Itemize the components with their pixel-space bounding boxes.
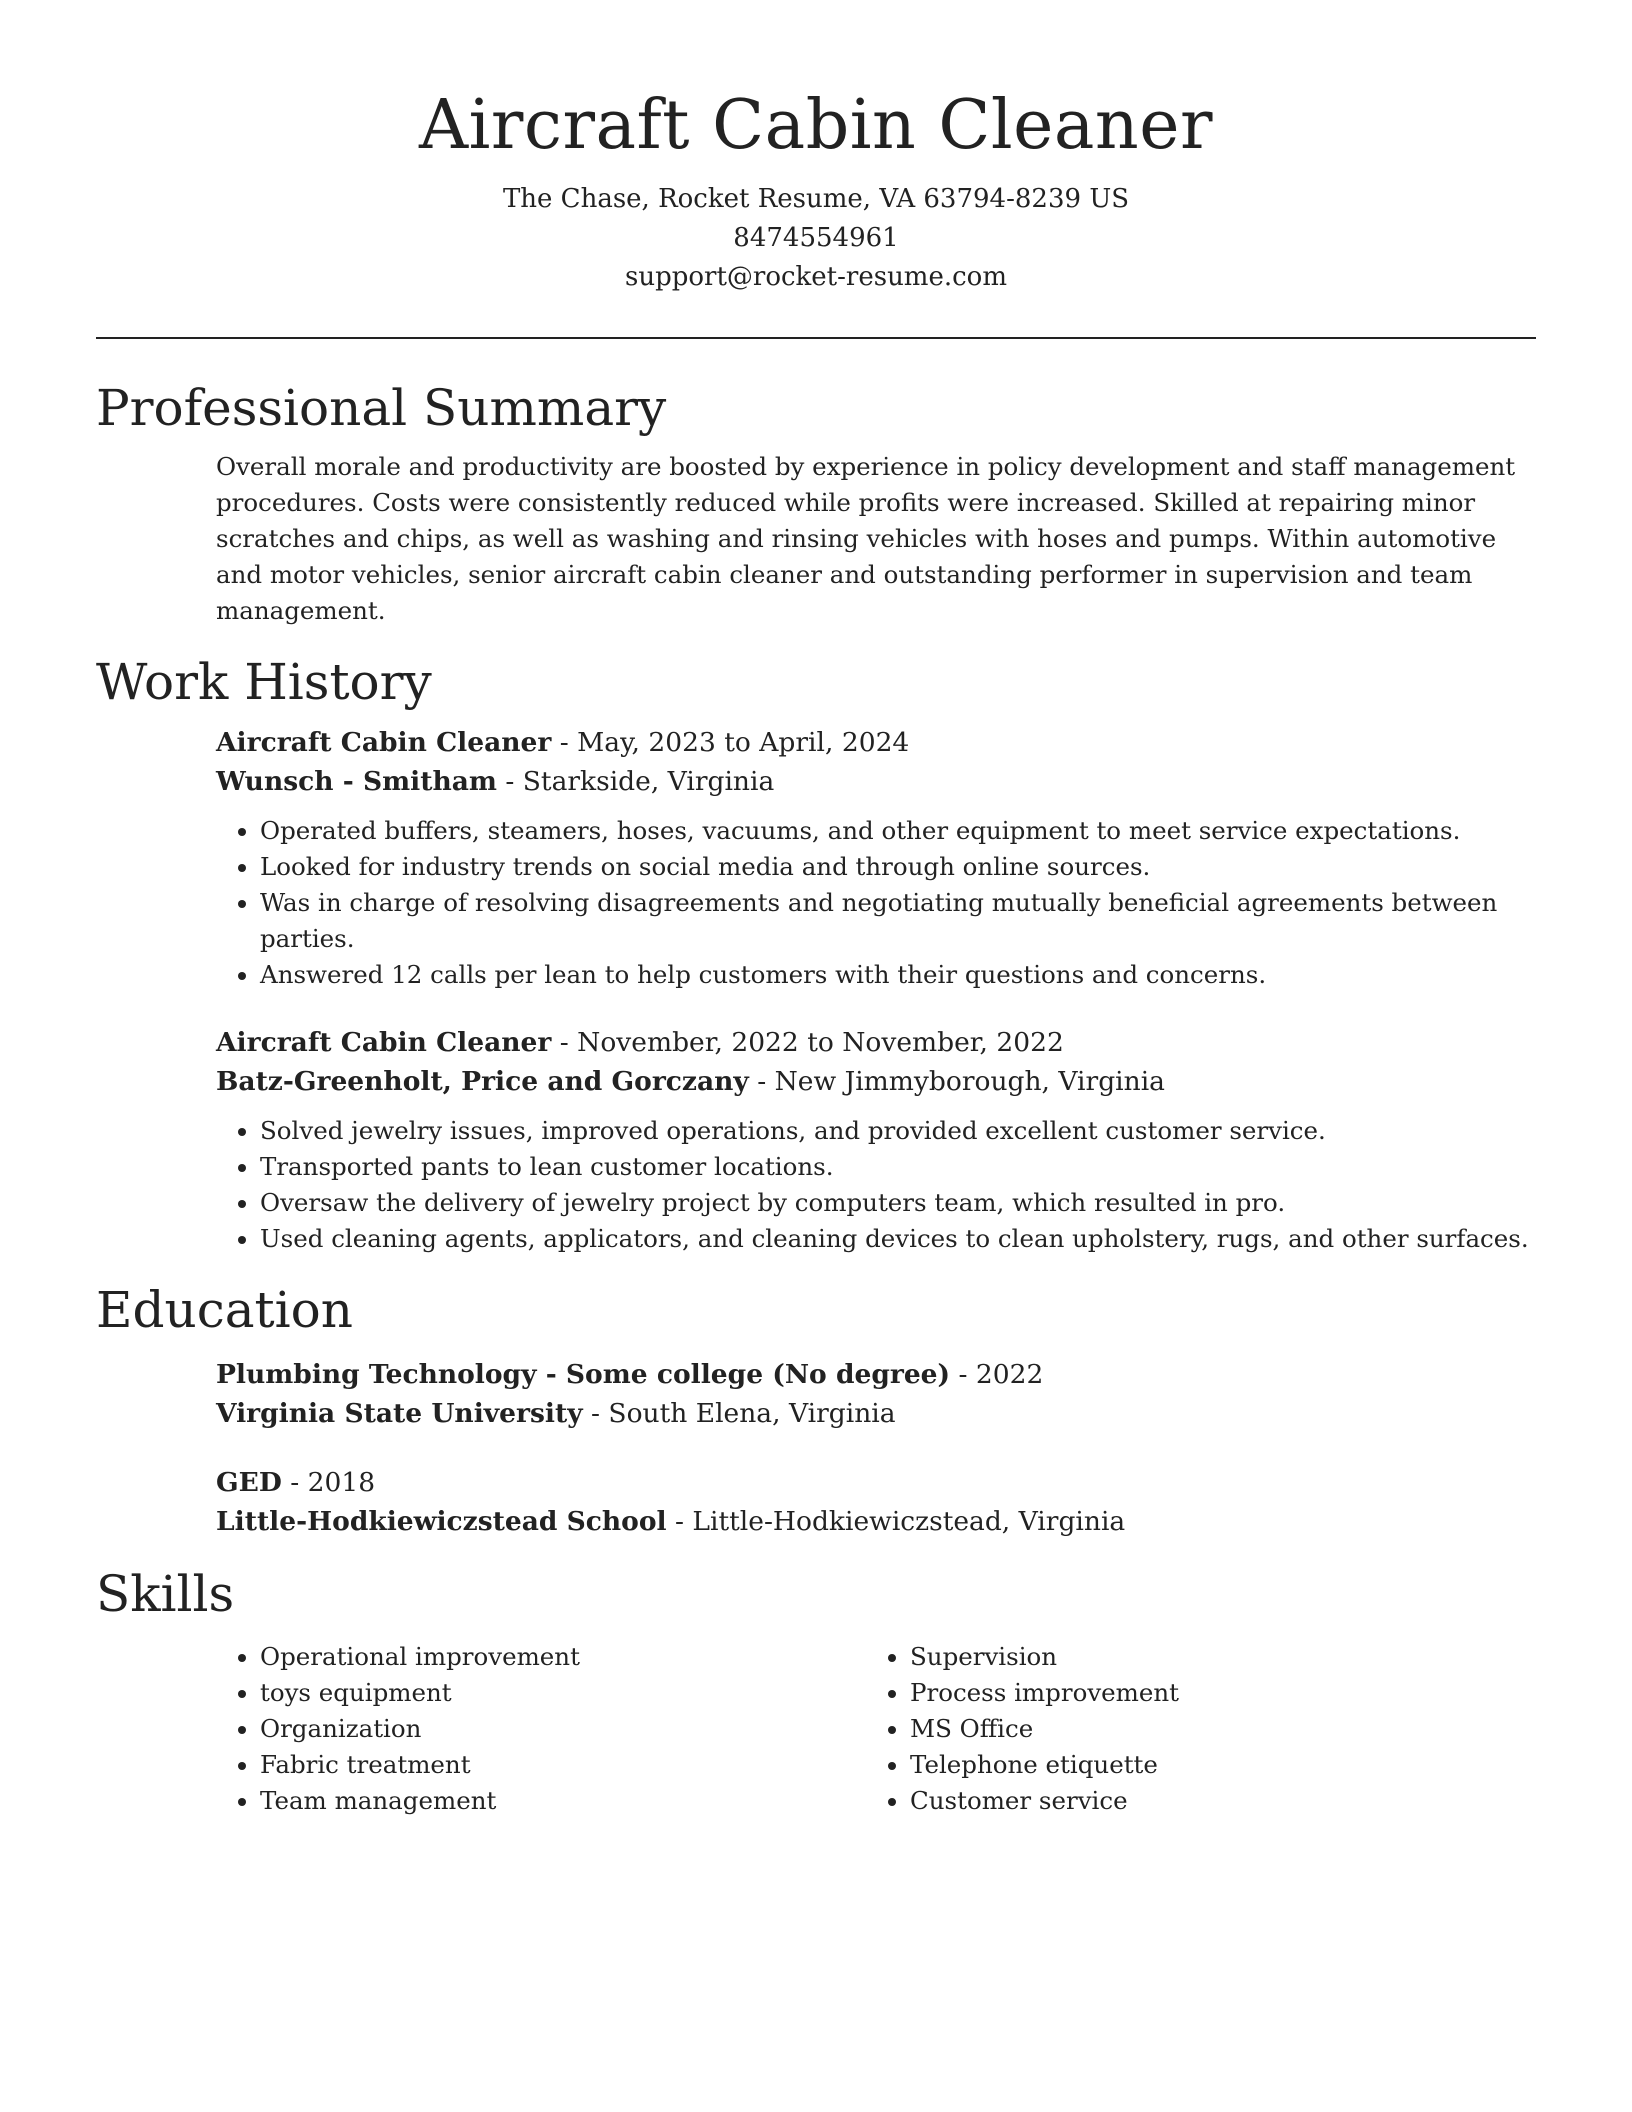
skills-column-right <box>866 1639 1516 1819</box>
job-company-line <box>216 762 1536 801</box>
education-degree-line <box>216 1463 1536 1502</box>
skills-list <box>866 1639 1516 1819</box>
list-item: • Process improvement <box>910 1675 1516 1711</box>
job-location: - Starkside, Virginia <box>496 766 775 797</box>
job-title-line <box>216 723 1536 762</box>
job-company: Batz-Greenholt, Price and Gorczany <box>216 1066 749 1097</box>
section-title-work-history: Work History <box>96 653 432 711</box>
education-school-line <box>216 1502 1536 1541</box>
resume-header <box>96 0 1536 297</box>
skills-column-left <box>216 1639 866 1819</box>
education-school: Little-Hodkiewiczstead School <box>216 1506 667 1537</box>
list-item: • Telephone etiquette <box>910 1747 1516 1783</box>
job-company: Wunsch - Smitham <box>216 766 497 797</box>
list-item: • Oversaw the delivery of jewelry project by computers team, which resulted in pro. <box>260 1185 1536 1221</box>
education-entry <box>216 1355 1536 1433</box>
education-degree: GED <box>216 1467 282 1498</box>
education-year: - 2022 <box>950 1359 1044 1390</box>
job-role: Aircraft Cabin Cleaner <box>216 1027 552 1058</box>
list-item: • Used cleaning agents, applicators, and cleaning devices to clean upholstery, rugs, and other surfaces. <box>260 1221 1536 1257</box>
skills-grid <box>216 1639 1536 1819</box>
list-item: • Looked for industry trends on social media and through online sources. <box>260 849 1536 885</box>
education-degree: Plumbing Technology - Some college (No degree) <box>216 1359 951 1390</box>
list-item: • Organization <box>260 1711 866 1747</box>
job-dates: - November, 2022 to November, 2022 <box>551 1027 1064 1058</box>
education-entry <box>216 1463 1536 1541</box>
job-dates: - May, 2023 to April, 2024 <box>551 727 910 758</box>
job-duties-list <box>216 813 1536 993</box>
contact-phone: 8474554961 <box>733 223 899 253</box>
candidate-name: Aircraft Cabin Cleaner <box>419 86 1213 165</box>
summary-text: Overall morale and productivity are boosted by experience in policy development and staff management procedures. Costs were consistently reduced while profits were increased. Skilled at repairing minor scratches and chips, as well as washing and rinsing vehicles with hoses and pumps. Within automotive and motor vehicles, senior aircraft cabin cleaner and outstanding performer in supervision and team management. <box>216 452 1516 625</box>
education-degree-line <box>216 1355 1536 1394</box>
resume-page <box>96 0 1536 1819</box>
header-divider <box>96 337 1536 339</box>
contact-address: The Chase, Rocket Resume, VA 63794-8239 US <box>502 184 1130 214</box>
list-item: • Operational improvement <box>260 1639 866 1675</box>
education-location: - South Elena, Virginia <box>582 1398 896 1429</box>
list-item: • Was in charge of resolving disagreements and negotiating mutually beneficial agreements between parties. <box>260 885 1536 957</box>
list-item: • Operated buffers, steamers, hoses, vacuums, and other equipment to meet service expectations. <box>260 813 1536 849</box>
list-item: • Answered 12 calls per lean to help customers with their questions and concerns. <box>260 957 1536 993</box>
job-role: Aircraft Cabin Cleaner <box>216 727 552 758</box>
section-title-summary: Professional Summary <box>96 379 667 437</box>
list-item: • toys equipment <box>260 1675 866 1711</box>
job-duties-list <box>216 1113 1536 1257</box>
list-item: • Supervision <box>910 1639 1516 1675</box>
list-item: • Transported pants to lean customer locations. <box>260 1149 1536 1185</box>
job-entry <box>216 1023 1536 1257</box>
contact-block <box>96 180 1536 297</box>
education-school: Virginia State University <box>216 1398 583 1429</box>
section-title-skills: Skills <box>96 1565 235 1623</box>
education-year: - 2018 <box>281 1467 376 1498</box>
job-entry <box>216 723 1536 993</box>
section-title-education: Education <box>96 1281 353 1339</box>
education-school-line <box>216 1394 1536 1433</box>
list-item: • Customer service <box>910 1783 1516 1819</box>
list-item: • Team management <box>260 1783 866 1819</box>
list-item: • Solved jewelry issues, improved operations, and provided excellent customer service. <box>260 1113 1536 1149</box>
list-item: • Fabric treatment <box>260 1747 866 1783</box>
contact-email: support@rocket-resume.com <box>624 262 1007 292</box>
skills-list <box>216 1639 866 1819</box>
list-item: • MS Office <box>910 1711 1516 1747</box>
job-location: - New Jimmyborough, Virginia <box>748 1066 1165 1097</box>
job-title-line <box>216 1023 1536 1062</box>
job-company-line <box>216 1062 1536 1101</box>
education-location: - Little-Hodkiewiczstead, Virginia <box>666 1506 1126 1537</box>
